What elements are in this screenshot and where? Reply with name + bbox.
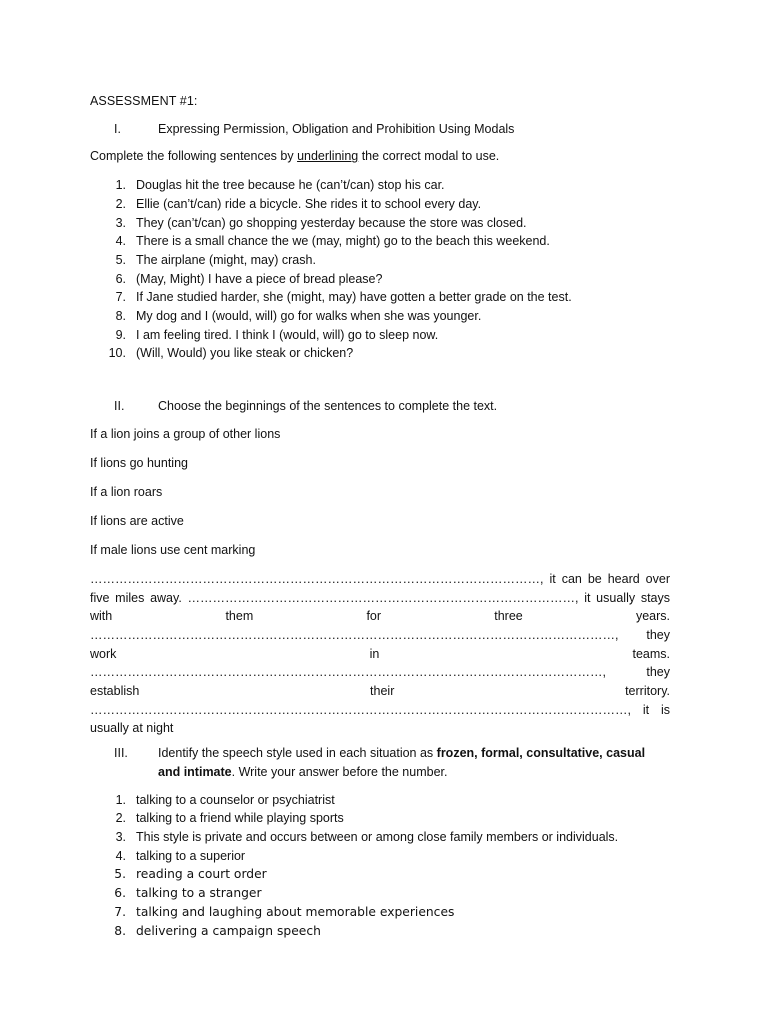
speech-styles-bold: frozen, formal, consultative, casual and intimate [158,746,646,779]
sentence-beginning: If male lions use cent marking [90,542,256,557]
list-item: 3. They (can’t/can) go shopping yesterday because the store was closed. [115,215,527,230]
section-1-numeral: I. [114,121,121,136]
list-item: 4. There is a small chance the we (may, might) go to the beach this weekend. [115,234,550,249]
list-item: 4. talking to a superior [115,848,246,863]
list-item: 7. If Jane studied harder, she (might, may) have gotten a better grade on the test. [115,290,572,305]
section-1-instruction: Complete the following sentences by underlining the correct modal to use. [90,149,500,164]
list-item: 6. (May, Might) I have a piece of bread please? [115,271,383,286]
section-spacer [90,363,670,397]
list-item: 7. talking and laughing about memorable experiences [114,905,455,920]
section-3-title: Identify the speech style used in each situation as frozen, formal, consultative, casual and intimate. Write your answer before the number. [158,746,646,779]
list-item: 1. talking to a counselor or psychiatrist [115,792,335,807]
list-item: 1. Douglas hit the tree because he (can’t/can) stop his car. [115,178,445,193]
section-2-heading [90,397,670,416]
sentence-beginning: If a lion roars [90,484,163,499]
list-item: 2. Ellie (can’t/can) ride a bicycle. She rides it to school every day. [115,196,482,211]
list-item: 5. reading a court order [114,867,267,882]
assessment-document [90,92,670,941]
assessment-title: ASSESSMENT #1: [90,94,198,108]
section-2-numeral: II. [114,399,125,414]
list-item: 9. I am feeling tired. I think I (would, will) go to sleep now. [115,327,439,342]
sentence-beginning: If lions are active [90,513,184,528]
sentence-beginnings [90,425,670,560]
list-item: 6. talking to a stranger [114,886,262,901]
list-item: 5. The airplane (might, may) crash. [115,252,316,267]
speech-style-list-part-1 [90,791,670,866]
list-item: 3. This style is private and occurs between or among close family members or individuals. [115,829,619,844]
speech-style-list-part-2 [90,865,670,941]
modals-question-list [90,176,670,363]
list-item: 2. talking to a friend while playing sports [115,811,344,826]
section-2-title: Choose the beginnings of the sentences to complete the text. [158,399,498,414]
fill-in-text-paragraph: ………………………………………………………………………………………………, it can be heard over five miles away. …………………………………………………………………………………, it usually stays with them for three years. ………………………………………………………………………………………………………………, they work in teams. ……………………………………………………………………………………………………………, they establish their territory. …………………………………………………………………………………………………………………, it is usually at night [90,571,670,736]
section-1-title: Expressing Permission, Obligation and Prohibition Using Modals [158,121,515,136]
section-3-numeral: III. [114,746,128,761]
list-item: 8. My dog and I (would, will) go for walks when she was younger. [115,309,482,324]
list-item: 10. (Will, Would) you like steak or chicken? [108,346,354,361]
section-3-heading [90,744,670,781]
list-item: 8. delivering a campaign speech [114,924,321,939]
sentence-beginning: If a lion joins a group of other lions [90,426,281,441]
section-1-heading [90,120,670,139]
sentence-beginning: If lions go hunting [90,455,188,470]
underlining-word: underlining [297,149,359,164]
